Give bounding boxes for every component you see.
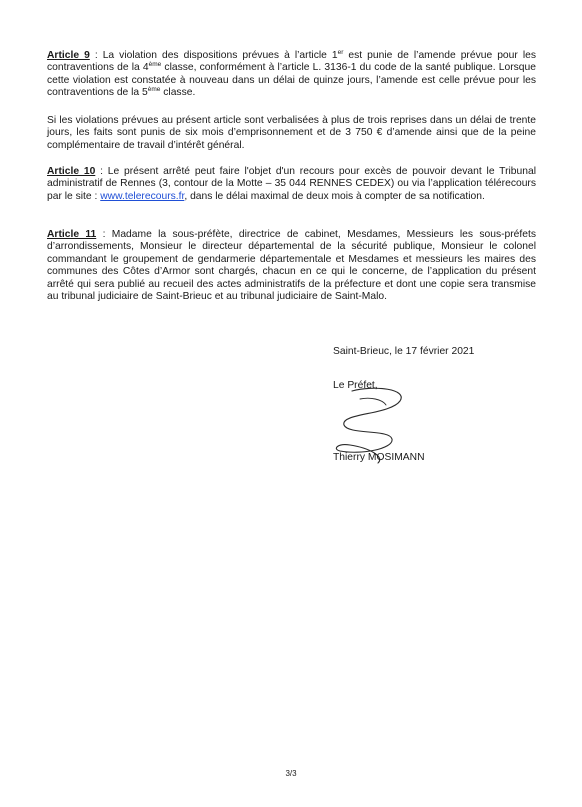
article-9-title: Article 9 [47, 50, 90, 61]
article-10-text: : Le présent arrêté peut faire l'objet d'un recours pour excès de pouvoir devant le Tribunal administratif de Rennes (3, contour de la Motte – 35 044 RENNES CEDEX) ou via l’application télérecours par le site : [47, 166, 536, 202]
article-11-title: Article 11 [47, 229, 97, 240]
signatory-role: Le Préfet, [333, 380, 378, 391]
article-11-paragraph [47, 229, 536, 303]
article-9-text: : La violation des dispositions prévues à l’article 1 [89, 50, 338, 61]
place-date: Saint-Brieuc, le 17 février 2021 [333, 346, 475, 357]
superscript: ème [147, 86, 161, 94]
superscript: er [337, 49, 344, 56]
article-9-penalty-paragraph: Si les violations prévues au présent article sont verbalisées à plus de trois reprises dans un délai de trente jours, les faits sont punis de six mois d’emprisonnement et de 3 750 € d’amende ainsi que de la peine complémentaire de travail d’intérêt général. [47, 115, 536, 151]
article-9-text: classe, conformément à l’article L. 3136-1 du code de la santé publique. Lorsque cette violation est constatée à nouveau dans un délai de quinze jours, l’amende est celle prévue pour les contraventions de la 5 [47, 62, 536, 99]
page-number: 3/3 [285, 769, 297, 778]
article-9-paragraph [47, 50, 536, 100]
telerecours-link[interactable]: www.telerecours.fr [100, 190, 185, 202]
article-10-text: , dans le délai maximal de deux mois à compter de sa notification. [184, 190, 485, 202]
article-10-title: Article 10 [47, 166, 96, 177]
signatory-name: Thierry MOSIMANN [333, 452, 425, 463]
article-10-paragraph [47, 166, 536, 203]
superscript: ème [148, 61, 162, 69]
article-9-text: est punie de l’amende prévue pour les contraventions de la 4 [47, 50, 536, 74]
article-11-text: : Madame la sous-préfète, directrice de cabinet, Mesdames, Messieurs les sous-préfets d’arrondissements, Monsieur le directeur départemental de la sécurité publique, Monsieur le colonel commandant le groupement de gendarmerie départementale et Mesdames et messieurs les maires des communes des Côtes d’Armor sont chargés, chacun en ce qui le concerne, de l’application du présent arrêté qui sera publié au recueil des actes administratifs de la préfecture et dont une copie sera transmise au tribunal judiciaire de Saint-Brieuc et au tribunal judiciaire de Saint-Malo. [47, 229, 536, 303]
article-9-text: classe. [160, 87, 196, 99]
